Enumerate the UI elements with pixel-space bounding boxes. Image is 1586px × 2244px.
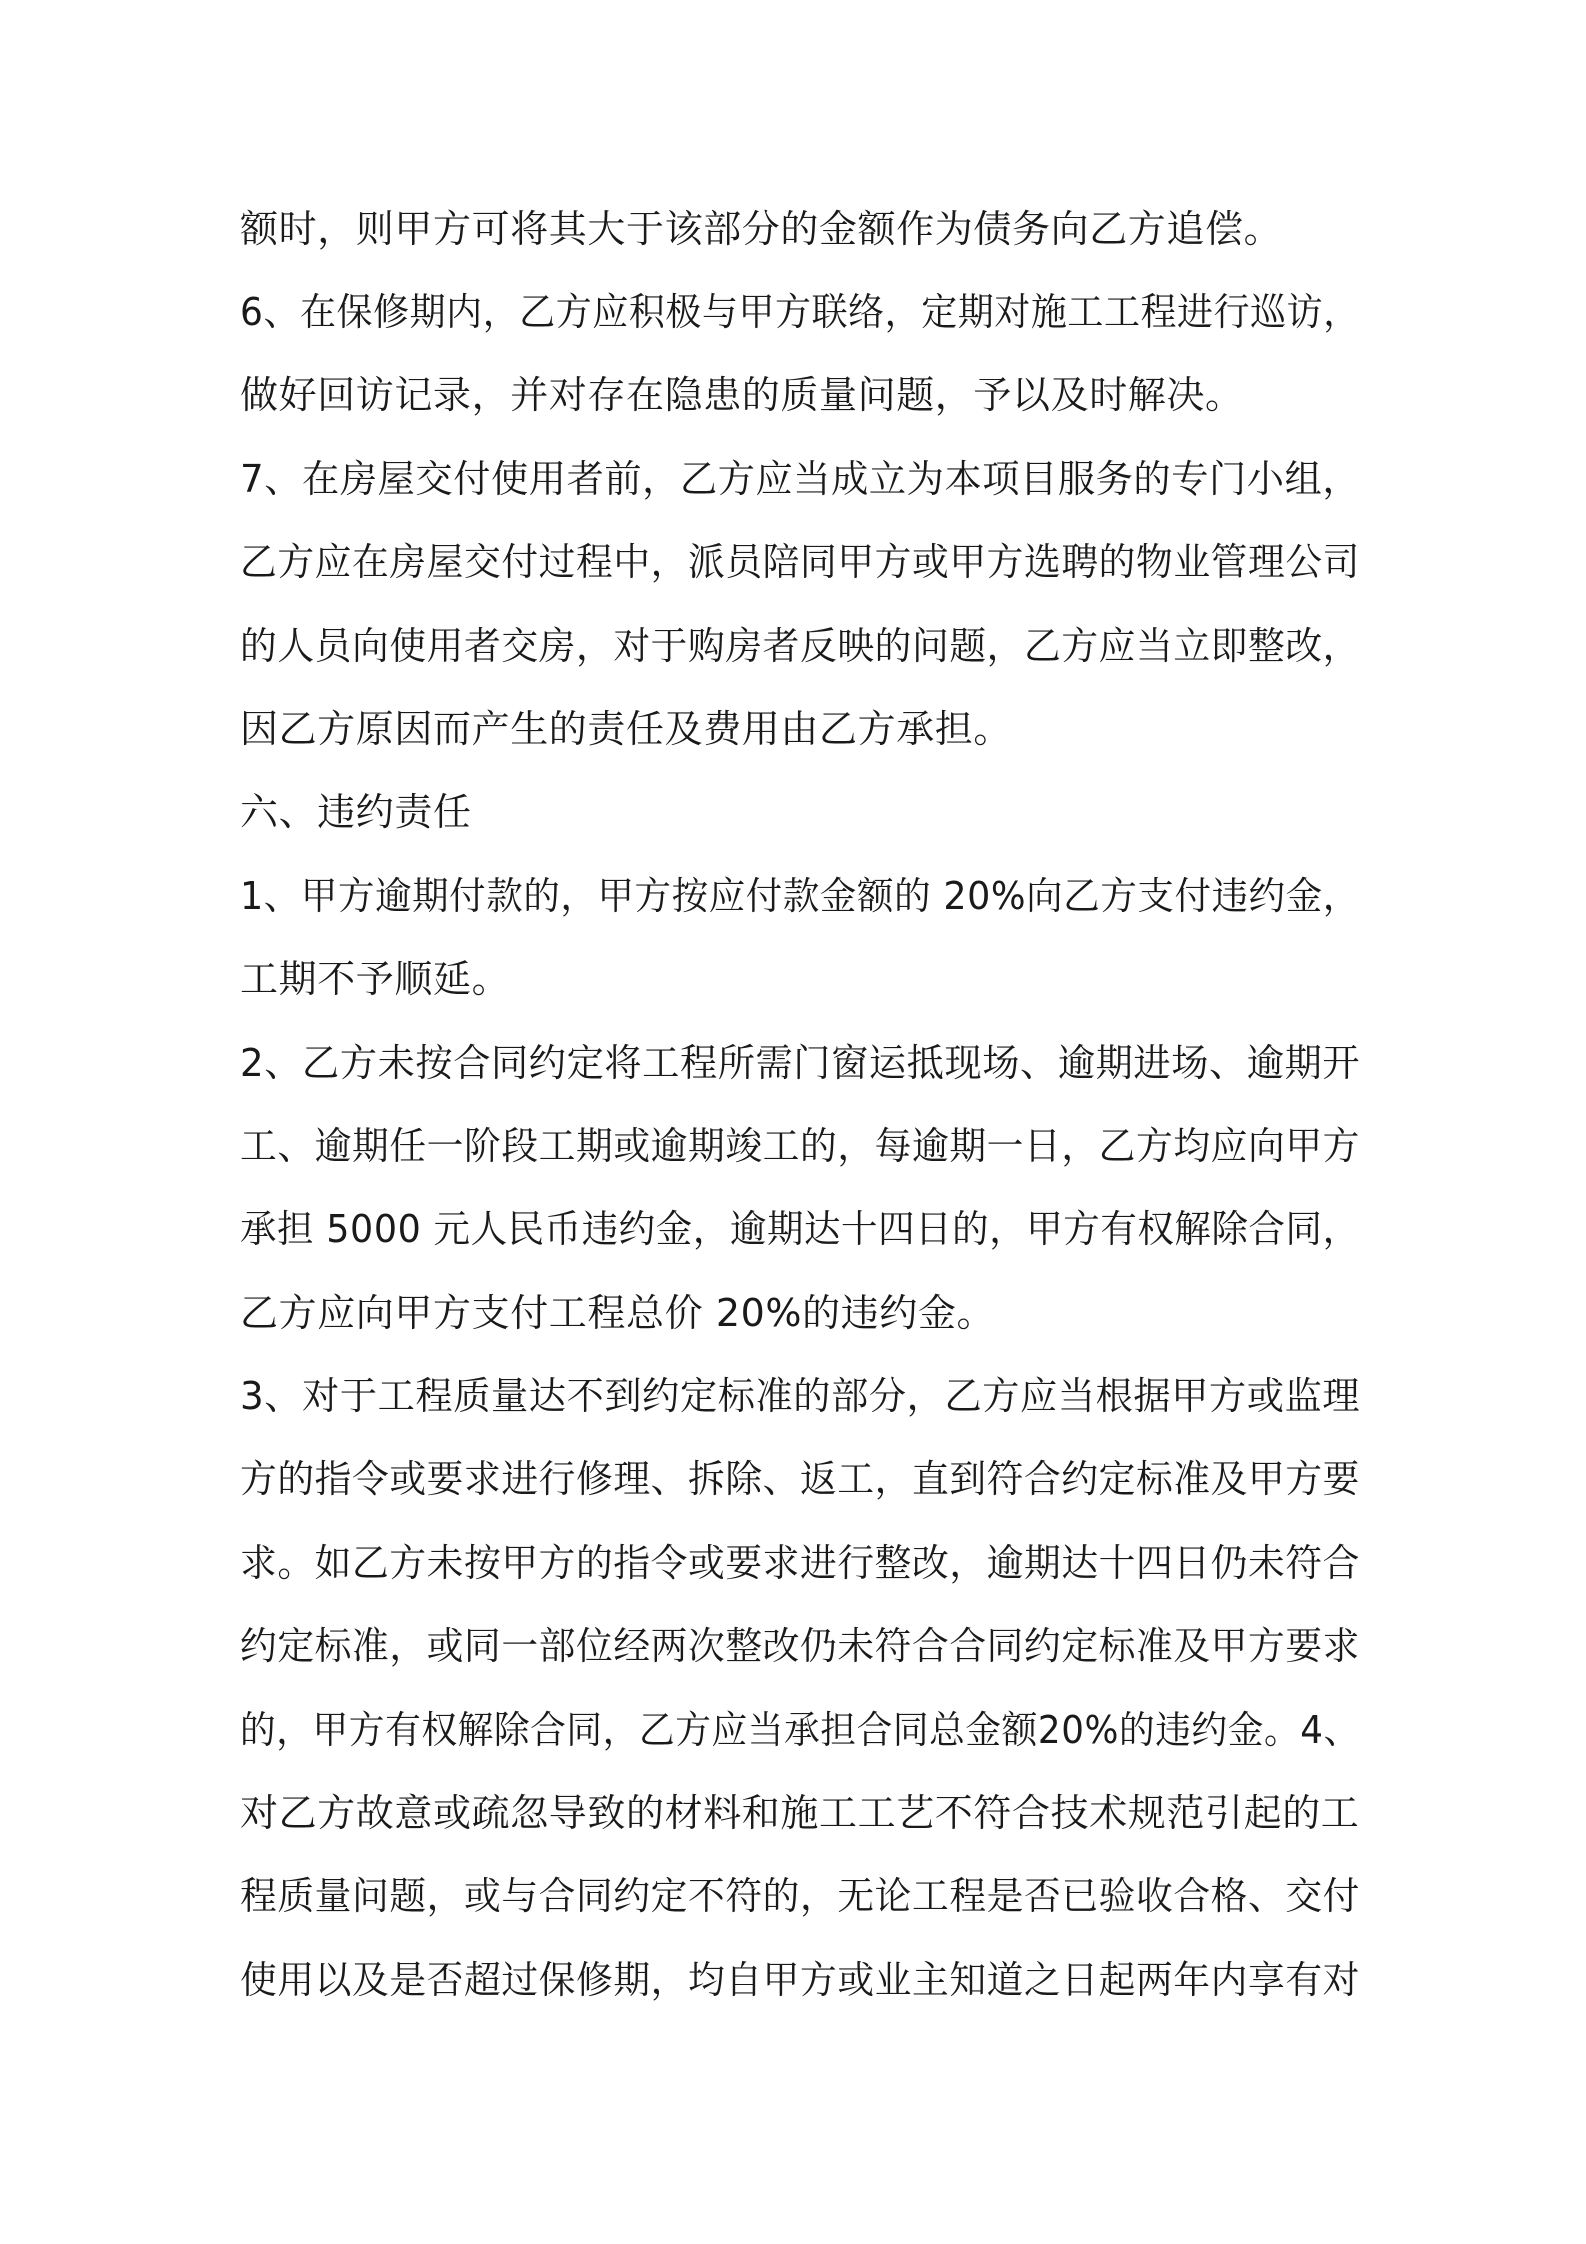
text-line: 乙方应在房屋交付过程中，派员陪同甲方或甲方选聘的物业管理公司	[240, 540, 1361, 584]
text-line: 2、乙方未按合同约定将工程所需门窗运抵现场、逾期进场、逾期开	[240, 1041, 1361, 1085]
text-line: 因乙方原因而产生的责任及费用由乙方承担。	[240, 707, 1013, 751]
text-line: 使用以及是否超过保修期，均自甲方或业主知道之日起两年内享有对	[240, 1958, 1361, 2002]
text-line: 3、对于工程质量达不到约定标准的部分，乙方应当根据甲方或监理	[240, 1374, 1361, 1418]
text-line: 做好回访记录，并对存在隐患的质量问题，予以及时解决。	[240, 373, 1244, 417]
text-line: 方的指令或要求进行修理、拆除、返工，直到符合约定标准及甲方要	[240, 1457, 1361, 1501]
text-line: 求。如乙方未按甲方的指令或要求进行整改，逾期达十四日仍未符合	[240, 1541, 1361, 1585]
text-line: 对乙方故意或疏忽导致的材料和施工工艺不符合技术规范引起的工	[240, 1791, 1360, 1835]
text-line: 的人员向使用者交房，对于购房者反映的问题，乙方应当立即整改，	[240, 624, 1361, 668]
text-line: 承担 5000 元人民币违约金，逾期达十四日的，甲方有权解除合同，	[240, 1207, 1360, 1251]
text-line: 7、在房屋交付使用者前，乙方应当成立为本项目服务的专门小组，	[240, 457, 1361, 501]
text-line: 6、在保修期内，乙方应积极与甲方联络，定期对施工工程进行巡访，	[240, 290, 1360, 334]
text-line: 乙方应向甲方支付工程总价 20%的违约金。	[240, 1291, 996, 1335]
text-line: 工期不予顺延。	[240, 957, 511, 1001]
text-line: 1、甲方逾期付款的，甲方按应付款金额的 20%向乙方支付违约金，	[240, 874, 1360, 918]
text-line: 的，甲方有权解除合同，乙方应当承担合同总金额20%的违约金。4、	[240, 1708, 1360, 1752]
text-line: 程质量问题，或与合同约定不符的，无论工程是否已验收合格、交付	[240, 1874, 1361, 1918]
text-line: 工、逾期任一阶段工期或逾期竣工的，每逾期一日，乙方均应向甲方	[240, 1124, 1361, 1168]
text-line: 额时，则甲方可将其大于该部分的金额作为债务向乙方追偿。	[240, 207, 1283, 251]
text-line: 约定标准，或同一部位经两次整改仍未符合合同约定标准及甲方要求	[240, 1624, 1361, 1668]
section-heading: 六、违约责任	[240, 790, 472, 834]
